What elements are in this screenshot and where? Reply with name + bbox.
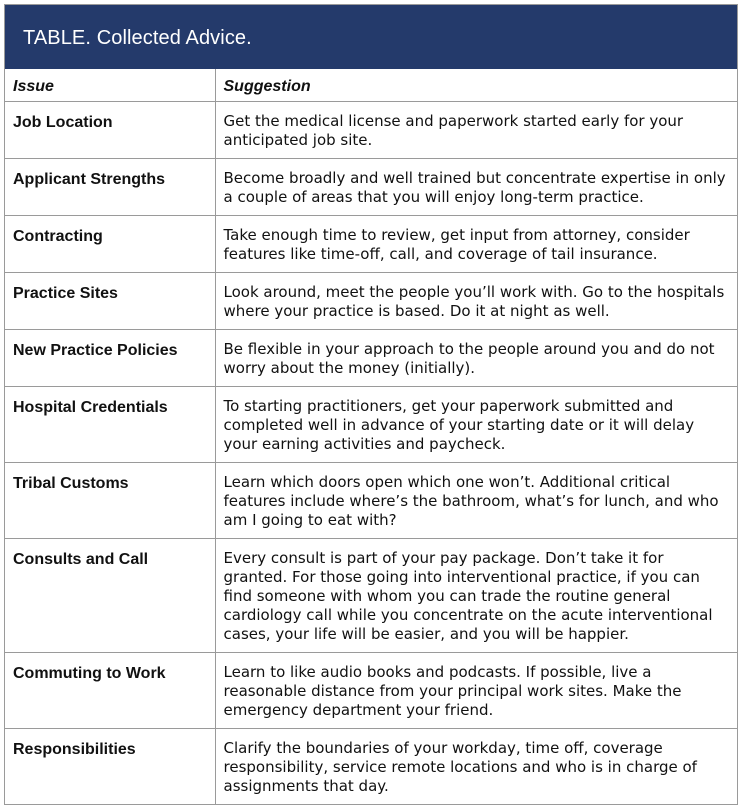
advice-table	[5, 69, 737, 804]
header-row	[5, 69, 737, 102]
suggestion-cell: Clarify the boundaries of your workday, time off, coverage responsibility, service remote locations and who is in charge of assignments that day.	[215, 729, 737, 805]
table-row	[5, 216, 737, 273]
suggestion-cell: Every consult is part of your pay package. Don’t take it for granted. For those going into interventional practice, if you can find someone with whom you can trade the routine general cardiology call while you concentrate on the acute interventional cases, your life will be easier, and you will be happier.	[215, 539, 737, 653]
suggestion-cell: To starting practitioners, get your paperwork submitted and completed well in advance of your starting date or it will delay your earning activities and paycheck.	[215, 387, 737, 463]
suggestion-cell: Learn which doors open which one won’t. Additional critical features include where’s the bathroom, what’s for lunch, and who am I going to eat with?	[215, 463, 737, 539]
issue-cell: Practice Sites	[5, 273, 215, 330]
issue-cell: Tribal Customs	[5, 463, 215, 539]
table-row	[5, 729, 737, 805]
issue-cell: Responsibilities	[5, 729, 215, 805]
table-row	[5, 102, 737, 159]
advice-table-container	[4, 4, 738, 805]
column-header-suggestion: Suggestion	[215, 69, 737, 102]
suggestion-cell: Take enough time to review, get input from attorney, consider features like time-off, call, and coverage of tail insurance.	[215, 216, 737, 273]
suggestion-cell: Be flexible in your approach to the people around you and do not worry about the money (initially).	[215, 330, 737, 387]
table-row	[5, 159, 737, 216]
table-title: TABLE. Collected Advice.	[5, 5, 737, 69]
table-row	[5, 653, 737, 729]
table-row	[5, 387, 737, 463]
suggestion-cell: Learn to like audio books and podcasts. If possible, live a reasonable distance from your principal work sites. Make the emergency department your friend.	[215, 653, 737, 729]
issue-cell: Commuting to Work	[5, 653, 215, 729]
issue-cell: Contracting	[5, 216, 215, 273]
issue-cell: Consults and Call	[5, 539, 215, 653]
table-row	[5, 463, 737, 539]
suggestion-cell: Get the medical license and paperwork started early for your anticipated job site.	[215, 102, 737, 159]
issue-cell: Job Location	[5, 102, 215, 159]
issue-cell: New Practice Policies	[5, 330, 215, 387]
suggestion-cell: Look around, meet the people you’ll work with. Go to the hospitals where your practice is based. Do it at night as well.	[215, 273, 737, 330]
table-row	[5, 330, 737, 387]
column-header-issue: Issue	[5, 69, 215, 102]
issue-cell: Hospital Credentials	[5, 387, 215, 463]
issue-cell: Applicant Strengths	[5, 159, 215, 216]
table-row	[5, 539, 737, 653]
table-row	[5, 273, 737, 330]
suggestion-cell: Become broadly and well trained but concentrate expertise in only a couple of areas that you will enjoy long-term practice.	[215, 159, 737, 216]
